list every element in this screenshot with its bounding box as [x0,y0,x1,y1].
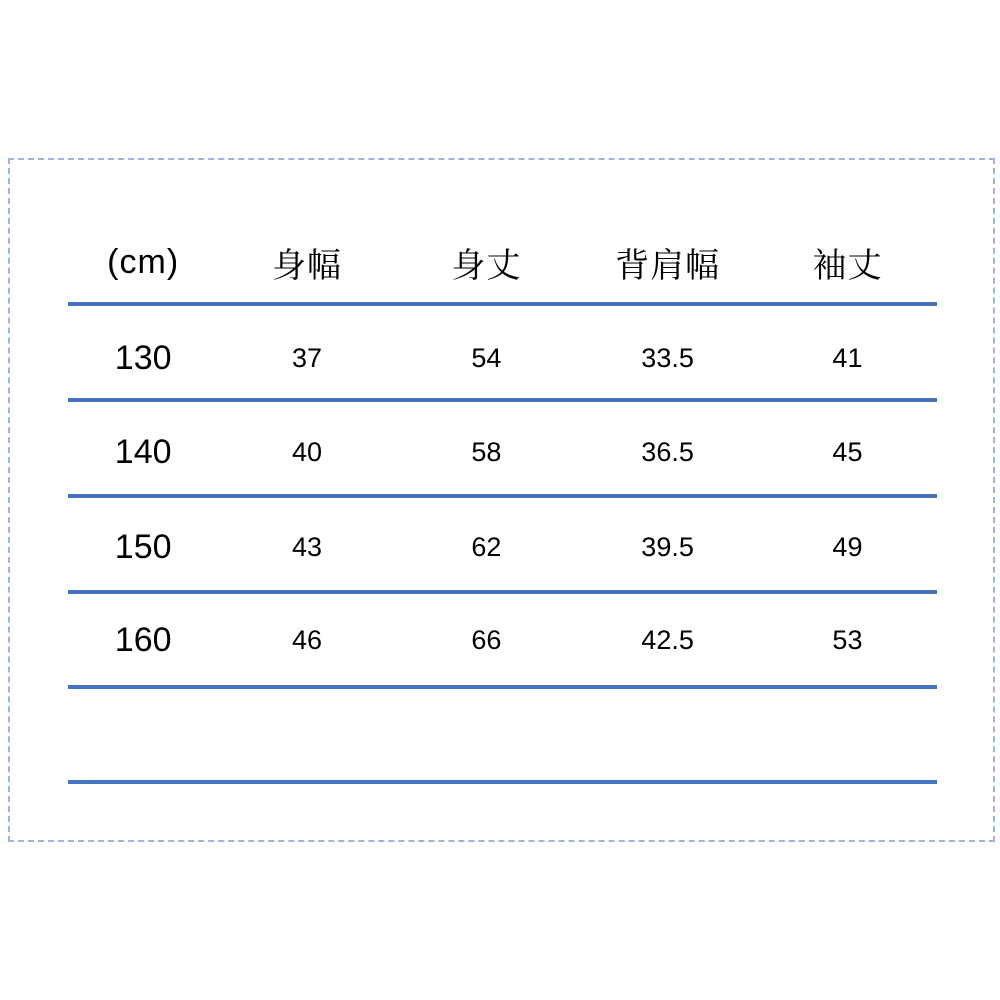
table-row [68,517,937,577]
value-cell: 36.5 [641,436,694,467]
table-row [68,610,937,670]
size-chart-table [8,158,995,842]
value-cell: 43 [291,531,322,562]
row-divider-line [68,590,937,594]
header-size-unit: (cm) [107,242,180,281]
value-cell: 41 [832,342,863,373]
value-cell: 46 [291,624,322,655]
value-cell: 58 [471,436,502,467]
header-body-length: 身丈 [451,246,522,285]
row-divider-line [68,780,937,784]
value-cell: 45 [832,436,863,467]
value-cell: 53 [832,624,863,655]
row-divider-line [68,685,937,689]
size-label: 130 [114,338,172,377]
size-label: 140 [114,432,172,471]
size-label: 150 [114,527,172,566]
row-divider-line [68,302,937,306]
value-cell: 42.5 [641,624,694,655]
value-cell: 54 [471,342,502,373]
row-divider-line [68,494,937,498]
value-cell: 40 [291,436,322,467]
row-divider-line [68,398,937,402]
value-cell: 66 [471,624,502,655]
header-shoulder-width: 背肩幅 [615,246,721,285]
value-cell: 49 [832,531,863,562]
value-cell: 39.5 [641,531,694,562]
header-body-width: 身幅 [271,246,342,285]
table-row [68,328,937,388]
header-sleeve-length: 袖丈 [812,246,883,285]
value-cell: 33.5 [641,342,694,373]
value-cell: 37 [291,342,322,373]
value-cell: 62 [471,531,502,562]
size-label: 160 [114,620,172,659]
header-row [68,232,937,292]
table-row [68,422,937,482]
